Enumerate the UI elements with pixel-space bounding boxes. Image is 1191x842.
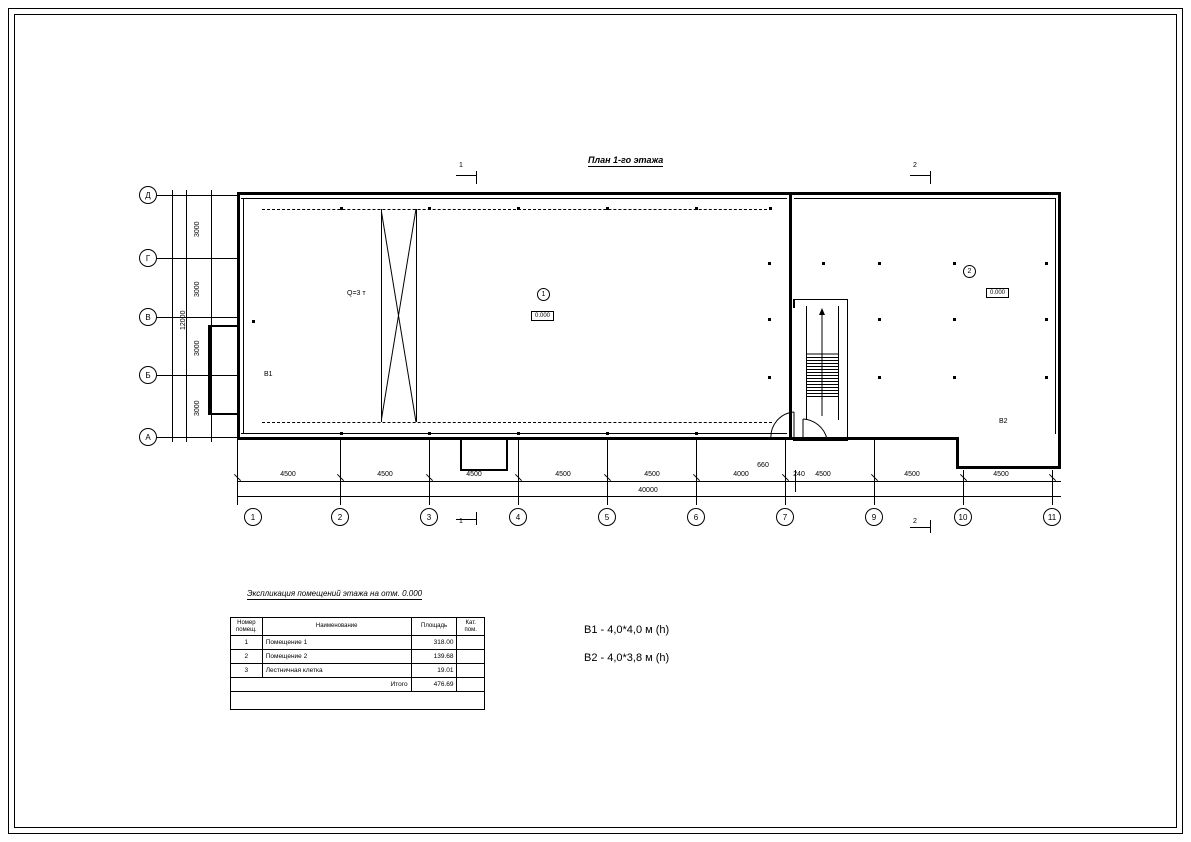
- axis-circle-d: Д: [139, 186, 157, 204]
- inner-wall-line-top-right: [794, 198, 1056, 199]
- axis-ext-6: [696, 440, 697, 505]
- th-area: Площадь: [411, 618, 457, 636]
- empty-cell: [231, 692, 485, 710]
- wall-bottom-step-vertical: [956, 437, 959, 469]
- crane-rail-bottom: [262, 422, 772, 423]
- column-dot: [695, 432, 698, 435]
- axis-ext-11: [1052, 470, 1053, 505]
- column-dot: [768, 262, 771, 265]
- level-mark-2: 0.000: [986, 288, 1009, 298]
- axis-leader-b: [157, 375, 237, 376]
- plan-title: План 1-го этажа: [588, 155, 664, 165]
- cell-room-category: [457, 650, 485, 664]
- stair-arrow-icon: [806, 306, 839, 421]
- total-value: 476.69: [411, 678, 457, 692]
- column-dot: [428, 432, 431, 435]
- explication-title: Экспликация помещений этажа на отм. 0.000: [247, 589, 423, 598]
- stair-room-left-wall-stub: [793, 299, 795, 308]
- axis-circle-3: 3: [420, 508, 438, 526]
- hdim-240: 240: [793, 471, 805, 478]
- hdim-4500-2: 4500: [377, 471, 393, 478]
- column-dot: [1045, 376, 1048, 379]
- vertical-dim-3000-1: 3000: [194, 221, 201, 237]
- axis-ext-10: [963, 470, 964, 505]
- axis-circle-11: 11: [1043, 508, 1061, 526]
- cell-room-category: [457, 664, 485, 678]
- axis-ext-5: [607, 440, 608, 505]
- axis-leader-a: [157, 437, 237, 438]
- table-total-row: [231, 678, 485, 692]
- crane-capacity-label: Q=3 т: [347, 290, 366, 297]
- explication-table: [230, 617, 485, 710]
- column-dot: [878, 376, 881, 379]
- axis-circle-a: А: [139, 428, 157, 446]
- vertical-dim-total: 12000: [180, 310, 187, 330]
- horizontal-dim-line: [237, 481, 1061, 482]
- cell-room-area: 139.68: [411, 650, 457, 664]
- wall-top: [237, 192, 1061, 195]
- wall-bottom-left: [237, 437, 956, 440]
- vaxis-tick-g: [207, 258, 216, 259]
- door-swing-icon: [800, 418, 828, 440]
- axis-circle-5: 5: [598, 508, 616, 526]
- vdim-tick-d: [182, 195, 191, 196]
- hdim-4500-6: 4500: [815, 471, 831, 478]
- vertical-dim-3000-4: 3000: [194, 400, 201, 416]
- axis-circle-b: Б: [139, 366, 157, 384]
- column-dot: [769, 207, 772, 210]
- section-mark-2-top-line: [910, 175, 930, 176]
- axis-ext-9: [874, 440, 875, 505]
- table-header-row: [231, 618, 485, 636]
- column-dot: [1045, 318, 1048, 321]
- column-dot: [340, 432, 343, 435]
- column-dot: [768, 376, 771, 379]
- column-dot: [428, 207, 431, 210]
- section-mark-2-top-tail: [930, 171, 931, 184]
- axis-leader-g: [157, 258, 237, 259]
- table-row: [231, 636, 485, 650]
- axis-circle-g: Г: [139, 249, 157, 267]
- section-mark-2-top-label: 2: [913, 162, 917, 169]
- axis-leader-d: [157, 195, 237, 196]
- section-mark-2-bottom-line: [910, 527, 930, 528]
- column-dot: [517, 432, 520, 435]
- hdim-4500-5: 4500: [644, 471, 660, 478]
- wall-middle-axis7: [789, 192, 792, 440]
- column-dot: [606, 207, 609, 210]
- hdim-660: 660: [757, 462, 769, 469]
- wall-left: [237, 192, 240, 440]
- cell-room-name: Помещение 2: [262, 650, 411, 664]
- room-number-1: 1: [537, 288, 550, 301]
- column-dot: [953, 376, 956, 379]
- bumpout-top-wall: [208, 325, 240, 327]
- axis-ext-2: [340, 440, 341, 505]
- bumpout-bottom-wall: [208, 413, 240, 415]
- crane-cross-icon: [381, 209, 417, 423]
- vaxis-tick-a: [207, 437, 216, 438]
- door-swing-icon: [770, 410, 796, 440]
- vdim-tick-b: [182, 375, 191, 376]
- horizontal-total-dim-line: [237, 496, 1061, 497]
- section-mark-2-bottom-label: 2: [913, 518, 917, 525]
- stair-room-bottom-wall: [793, 440, 848, 441]
- stair-room-top-wall: [793, 299, 848, 300]
- wall-right: [1058, 192, 1061, 440]
- section-mark-1-top-line: [456, 175, 476, 176]
- inner-wall-line-right: [1055, 198, 1056, 434]
- section-mark-1-bottom-label: 1: [459, 518, 463, 525]
- zone-label-b2: В2: [999, 418, 1008, 425]
- zone-label-b1: В1: [264, 371, 273, 378]
- axis-circle-v: В: [139, 308, 157, 326]
- level-mark-1: 0.000: [531, 311, 554, 321]
- column-dot: [878, 262, 881, 265]
- cell-room-name: Лестничная клетка: [262, 664, 411, 678]
- axis-circle-4: 4: [509, 508, 527, 526]
- hdim-4500-1: 4500: [280, 471, 296, 478]
- column-dot: [953, 262, 956, 265]
- hdim-4500-8: 4500: [993, 471, 1009, 478]
- total-label: Итого: [231, 678, 412, 692]
- column-dot: [768, 318, 771, 321]
- th-name: Наименование: [262, 618, 411, 636]
- section-mark-1-top-tail: [476, 171, 477, 184]
- inner-wall-line-bottom-left: [241, 433, 787, 434]
- column-dot: [878, 318, 881, 321]
- note-b2: В2 - 4,0*3,8 м (h): [584, 652, 670, 664]
- hdim-4500-3: 4500: [466, 471, 482, 478]
- section-mark-1-top-label: 1: [459, 162, 463, 169]
- vertical-dim-3000-2: 3000: [194, 281, 201, 297]
- cell-room-category: [457, 636, 485, 650]
- section-mark-1-bottom-tail: [476, 512, 477, 525]
- inner-wall-line-top-left: [241, 198, 787, 199]
- cell-room-number: 1: [231, 636, 263, 650]
- hdim-4500-7: 4500: [904, 471, 920, 478]
- vdim-tick-g: [182, 258, 191, 259]
- axis-circle-2: 2: [331, 508, 349, 526]
- column-dot: [1045, 262, 1048, 265]
- note-b1: В1 - 4,0*4,0 м (h): [584, 624, 670, 636]
- cell-room-area: 318.00: [411, 636, 457, 650]
- vertical-dim-line-outer: [172, 190, 173, 442]
- hdim-4500-4: 4500: [555, 471, 571, 478]
- cell-room-number: 2: [231, 650, 263, 664]
- total-category-empty: [457, 678, 485, 692]
- bumpout-left-wall: [208, 325, 211, 415]
- stair-room-right-wall: [847, 299, 848, 441]
- axis-ext-4: [518, 440, 519, 505]
- cell-room-number: 3: [231, 664, 263, 678]
- th-category: Кат. пом.: [457, 618, 485, 636]
- vertical-dim-3000-3: 3000: [194, 340, 201, 356]
- table-empty-row: [231, 692, 485, 710]
- vaxis-tick-d: [207, 195, 216, 196]
- axis-circle-7: 7: [776, 508, 794, 526]
- inner-wall-line-left: [243, 198, 244, 434]
- vertical-axis-tick-line: [211, 190, 212, 442]
- column-dot: [517, 207, 520, 210]
- column-dot: [822, 262, 825, 265]
- axis-circle-1: 1: [244, 508, 262, 526]
- room-number-2: 2: [963, 265, 976, 278]
- axis-leader-v: [157, 317, 237, 318]
- th-room-number: Номер помещ.: [231, 618, 263, 636]
- axis-circle-6: 6: [687, 508, 705, 526]
- column-dot: [695, 207, 698, 210]
- bottom-bumpout-right: [506, 437, 508, 471]
- column-dot: [252, 320, 255, 323]
- hdim-total: 40000: [638, 487, 658, 494]
- table-row: [231, 650, 485, 664]
- axis-circle-10: 10: [954, 508, 972, 526]
- axis-ext-3: [429, 440, 430, 505]
- wall-bottom-right: [956, 466, 1061, 469]
- column-dot: [606, 432, 609, 435]
- cell-room-name: Помещение 1: [262, 636, 411, 650]
- bottom-bumpout-left: [460, 437, 462, 471]
- axis-ext-1: [237, 440, 238, 505]
- column-dot: [340, 207, 343, 210]
- column-dot: [953, 318, 956, 321]
- vaxis-tick-v: [207, 317, 216, 318]
- cell-room-area: 19.01: [411, 664, 457, 678]
- vdim-tick-a: [182, 437, 191, 438]
- hdim-4000: 4000: [733, 471, 749, 478]
- wall-right-step-end: [1058, 437, 1061, 469]
- axis-circle-9: 9: [865, 508, 883, 526]
- table-row: [231, 664, 485, 678]
- section-mark-2-bottom-tail: [930, 520, 931, 533]
